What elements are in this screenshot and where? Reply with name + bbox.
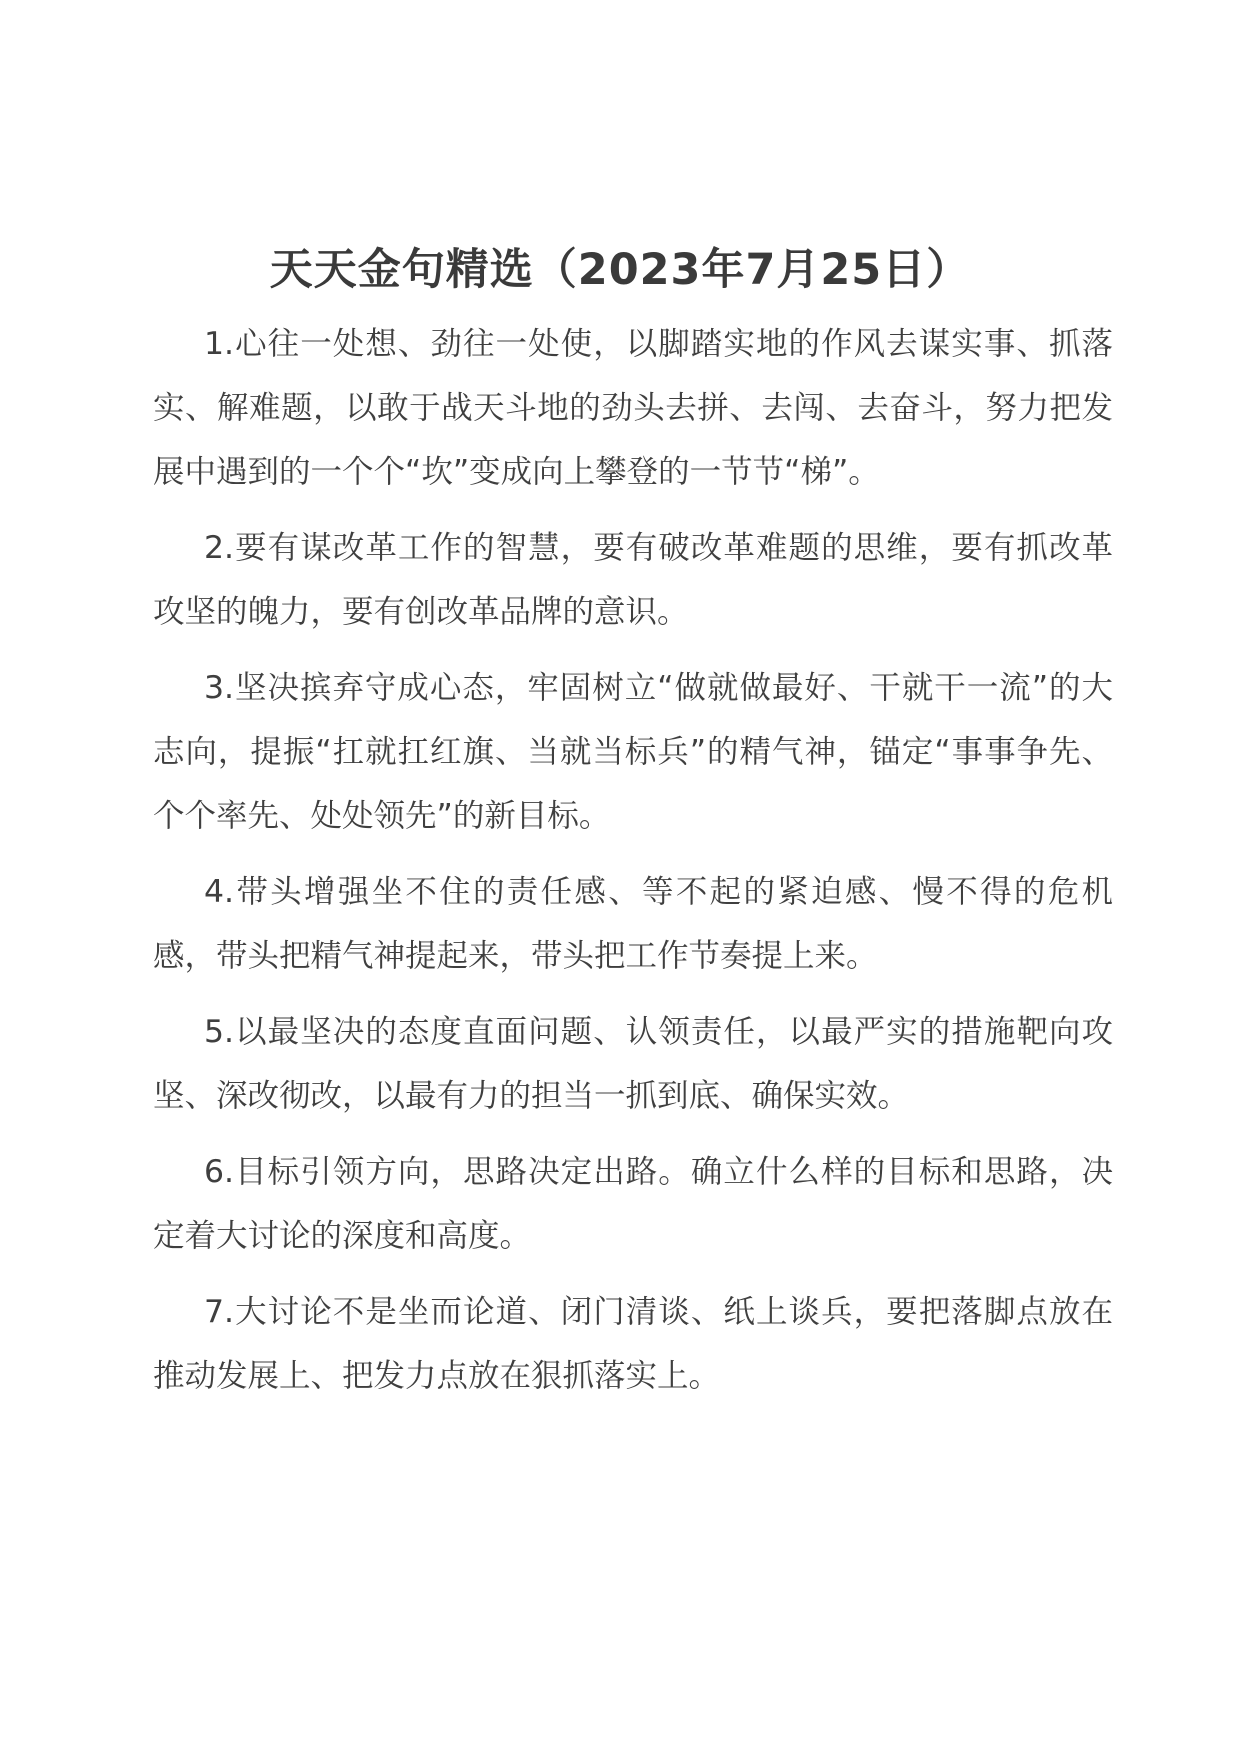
quote-item-5: 5.以最坚决的态度直面问题、认领责任，以最严实的措施靶向攻坚、深改彻改，以最有力的担当一抓到底、确保实效。: [153, 1014, 1113, 1114]
quote-item-4: 4.带头增强坐不住的责任感、等不起的紧迫感、慢不得的危机感，带头把精气神提起来，带头把工作节奏提上来。: [153, 874, 1113, 974]
quote-item-6: 6.目标引领方向，思路决定出路。确立什么样的目标和思路，决定着大讨论的深度和高度。: [153, 1154, 1113, 1254]
quote-item-7: 7.大讨论不是坐而论道、闭门清谈、纸上谈兵，要把落脚点放在推动发展上、把发力点放在狠抓落实上。: [153, 1294, 1113, 1394]
quote-item-1: 1.心往一处想、劲往一处使，以脚踏实地的作风去谋实事、抓落实、解难题，以敢于战天斗地的劲头去拼、去闯、去奋斗，努力把发展中遇到的一个个“坎”变成向上攀登的一节节“梯”。: [153, 326, 1113, 490]
quote-item-2: 2.要有谋改革工作的智慧，要有破改革难题的思维，要有抓改革攻坚的魄力，要有创改革品牌的意识。: [153, 530, 1113, 630]
document-body: [153, 312, 1113, 1420]
quote-item-3: 3.坚决摈弃守成心态，牢固树立“做就做最好、干就干一流”的大志向，提振“扛就扛红旗、当就当标兵”的精气神，锚定“事事争先、个个率先、处处领先”的新目标。: [153, 670, 1113, 834]
document-title: 天天金句精选（2023年7月25日）: [269, 245, 971, 295]
